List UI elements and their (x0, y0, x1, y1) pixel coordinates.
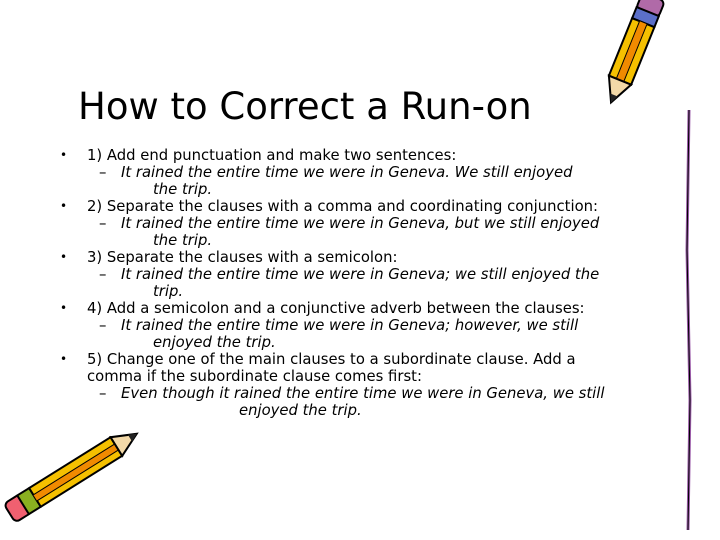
example-line: It rained the entire time we were in Geneva; we still enjoyed the (121, 266, 600, 283)
pencil-icon (0, 432, 150, 532)
bullet-icon: • (60, 352, 68, 366)
example-text (87, 215, 680, 249)
bullet-icon: • (60, 148, 68, 162)
pencil-icon (596, 0, 686, 112)
item-heading: 2) Separate the clauses with a comma and coordinating conjunction: (87, 198, 599, 215)
dash-icon: – (99, 215, 107, 232)
item-heading: 4) Add a semicolon and a conjunctive adverb between the clauses: (87, 300, 585, 317)
list-item (60, 198, 680, 249)
line-icon (682, 110, 696, 530)
example-text (87, 266, 680, 300)
list-item (60, 249, 680, 300)
list-item (60, 351, 680, 419)
example-text (87, 385, 680, 419)
example-line: enjoyed the trip. (153, 334, 276, 351)
example-line: the trip. (153, 232, 213, 249)
dash-icon: – (99, 164, 107, 181)
bullet-icon: • (60, 250, 68, 264)
example-line: It rained the entire time we were in Geneva. We still enjoyed (121, 164, 573, 181)
slide-title: How to Correct a Run-on (78, 85, 532, 128)
bullet-icon: • (60, 199, 68, 213)
example-line: It rained the entire time we were in Geneva, but we still enjoyed (121, 215, 600, 232)
dash-icon: – (99, 317, 107, 334)
example-text (87, 164, 680, 198)
item-heading: 3) Separate the clauses with a semicolon: (87, 249, 398, 266)
example-line: trip. (153, 283, 184, 300)
bullet-icon: • (60, 301, 68, 315)
dash-icon: – (99, 266, 107, 283)
list-item (60, 300, 680, 351)
example-line: enjoyed the trip. (239, 402, 362, 419)
item-heading: 5) Change one of the main clauses to a subordinate clause. Add a (87, 351, 576, 368)
item-heading: 1) Add end punctuation and make two sentences: (87, 147, 457, 164)
bullet-list (60, 147, 680, 419)
dash-icon: – (99, 385, 107, 402)
list-item (60, 147, 680, 198)
example-text (87, 317, 680, 351)
example-line: It rained the entire time we were in Geneva; however, we still (121, 317, 579, 334)
item-heading-continued: comma if the subordinate clause comes first: (87, 368, 422, 385)
example-line: Even though it rained the entire time we were in Geneva, we still (121, 385, 605, 402)
example-line: the trip. (153, 181, 213, 198)
